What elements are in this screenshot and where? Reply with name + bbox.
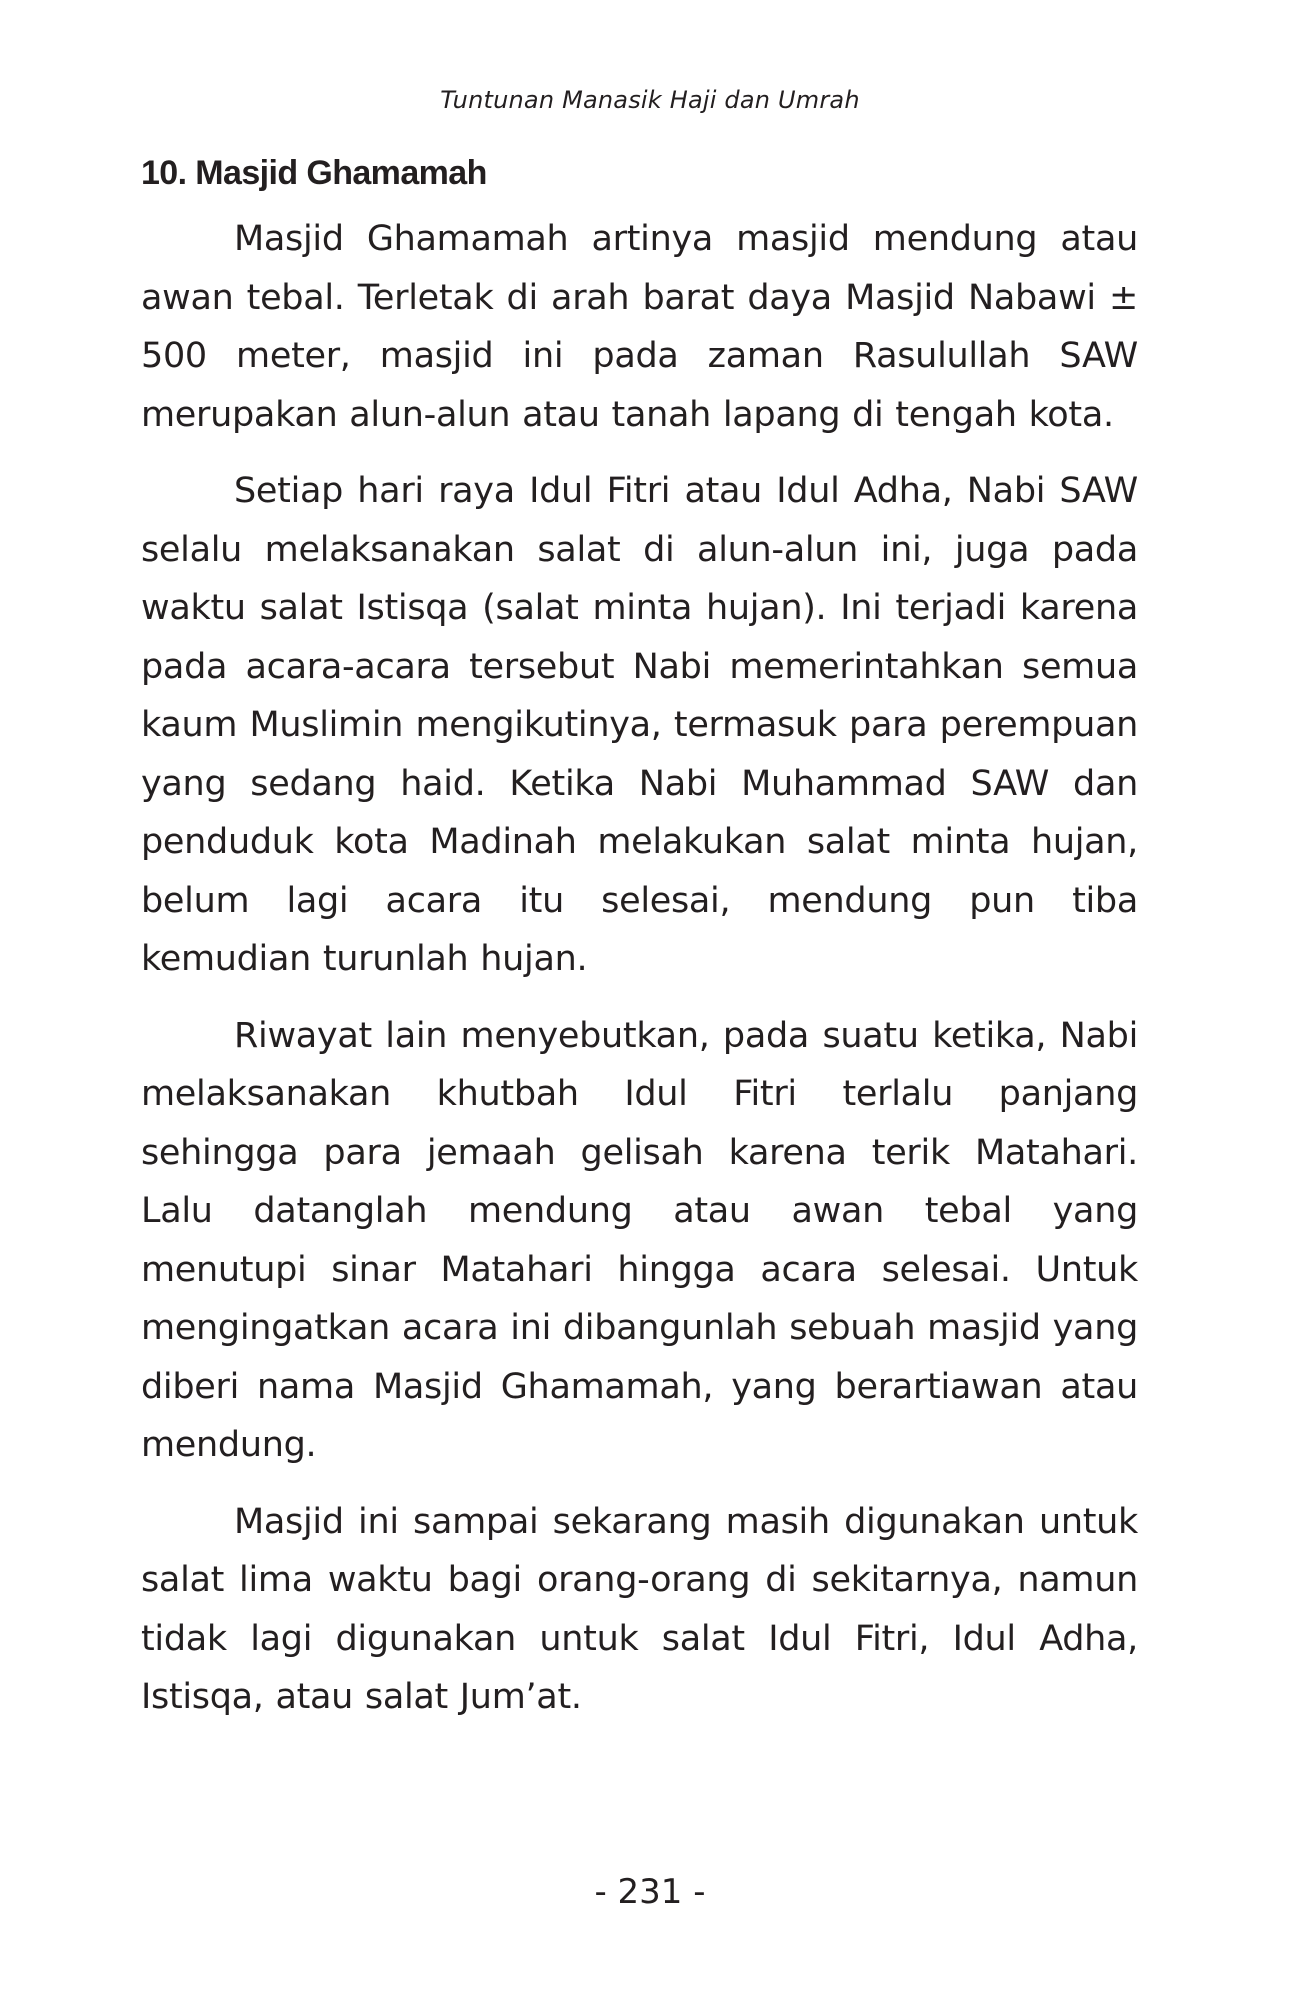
paragraph-3: Riwayat lain menyebutkan, pada suatu ketika, Nabi melaksanakan khutbah Idul Fitri terlalu panjang sehingga para jemaah gelisah karena terik Matahari. Lalu datanglah mendung atau awan tebal yang menutupi sinar Matahari hingga acara selesai. Untuk mengingatkan acara ini dibangunlah sebuah masjid yang diberi nama Masjid Ghamamah, yang berartiawan atau mendung. — [141, 1015, 1138, 1465]
paragraph-1: Masjid Ghamamah artinya masjid mendung atau awan tebal. Terletak di arah barat daya Masjid Nabawi ± 500 meter, masjid ini pada zaman Rasulullah SAW merupakan alun-alun atau tanah lapang di tengah kota. — [141, 219, 1138, 435]
page-number: - 231 - — [594, 1872, 706, 1912]
section-title: 10. Masjid Ghamamah — [141, 154, 487, 192]
paragraph-4: Masjid ini sampai sekarang masih digunakan untuk salat lima waktu bagi orang-orang di sekitarnya, namun tidak lagi digunakan untuk salat Idul Fitri, Idul Adha, Istisqa, atau salat Jum’at. — [141, 1501, 1138, 1717]
paragraph-2: Setiap hari raya Idul Fitri atau Idul Adha, Nabi SAW selalu melaksanakan salat di alun-alun ini, juga pada waktu salat Istisqa (salat minta hujan). Ini terjadi karena pada acara-acara tersebut Nabi memerintahkan semua kaum Muslimin mengikutinya, termasuk para perempuan yang sedang haid. Ketika Nabi Muhammad SAW dan penduduk kota Madinah melakukan salat minta hujan, belum lagi acara itu selesai, mendung pun tiba kemudian turunlah hujan. — [141, 471, 1138, 979]
page-content — [141, 150, 1138, 1745]
running-header: Tuntunan Manasik Haji dan Umrah — [440, 86, 860, 114]
